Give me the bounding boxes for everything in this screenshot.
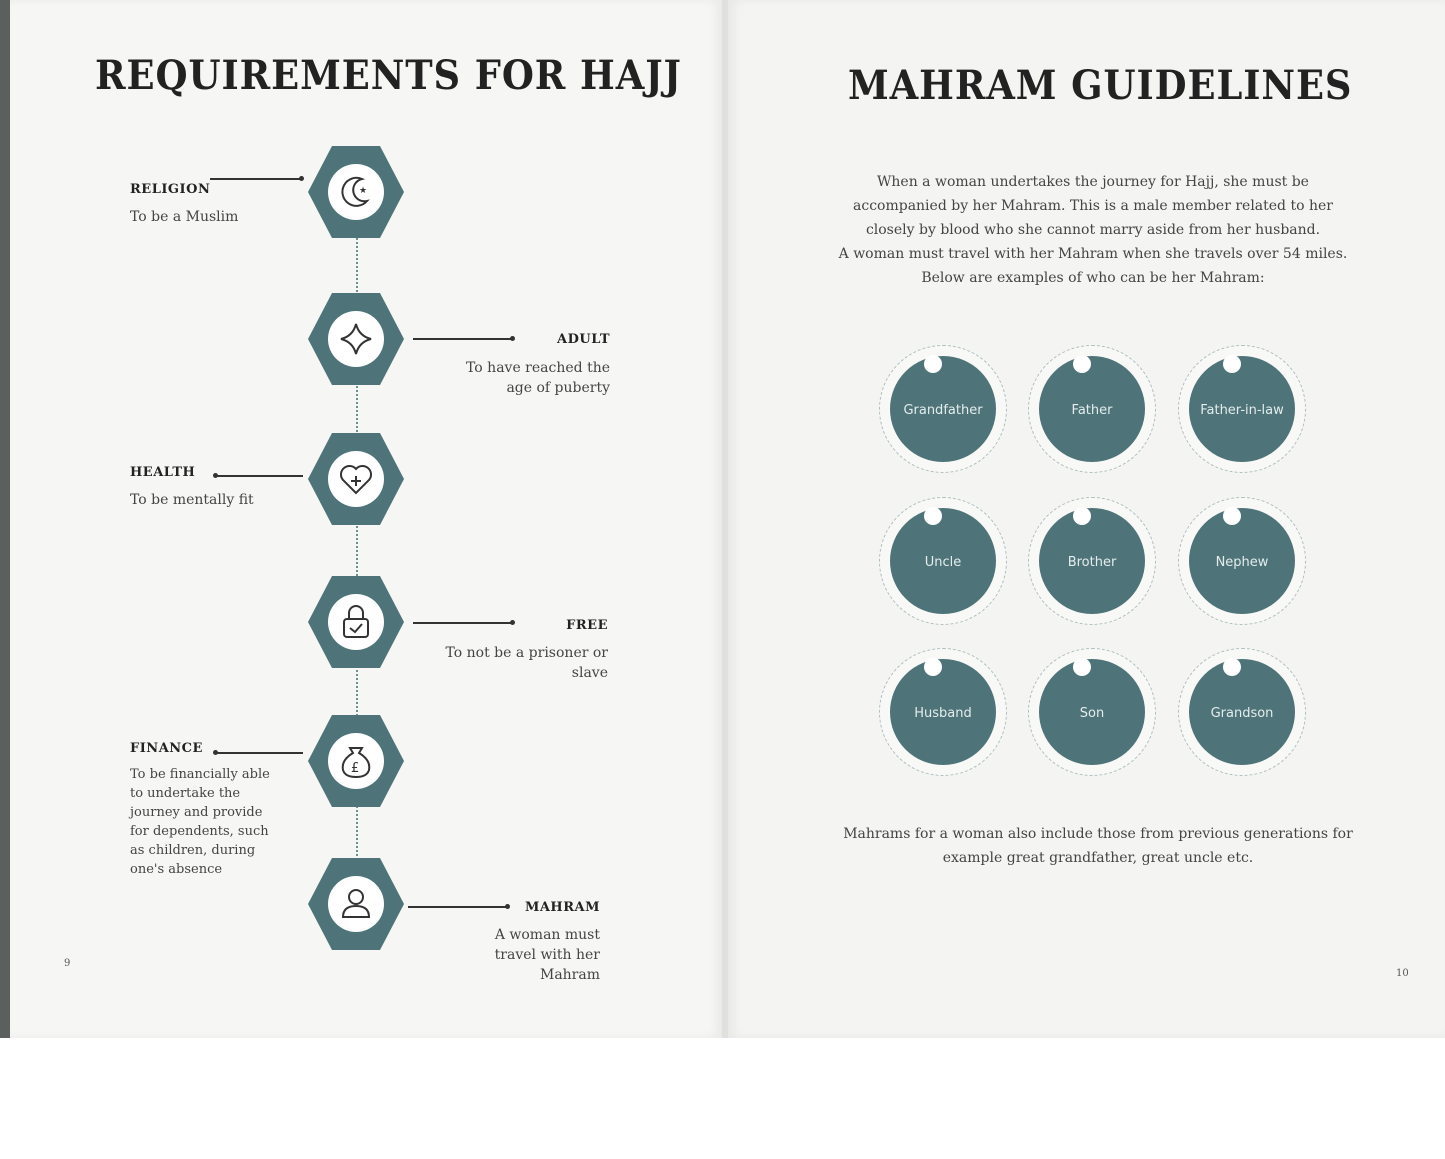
connector-line xyxy=(215,752,303,754)
mahram-tag xyxy=(1028,497,1156,625)
mahram-tag xyxy=(1178,648,1306,776)
book-edge xyxy=(0,0,10,1038)
tag-hole xyxy=(1073,355,1091,373)
tag-hole xyxy=(924,658,942,676)
mahram-label: Brother xyxy=(1067,555,1117,570)
mahram-tag xyxy=(879,648,1007,776)
page-number: 9 xyxy=(64,958,71,969)
svg-text:★: ★ xyxy=(359,186,368,196)
requirement-desc: To be a Muslim xyxy=(130,209,239,225)
tag-hole xyxy=(924,507,942,525)
tag-hole xyxy=(1073,507,1091,525)
footer-line: example great grandfather, great uncle etc. xyxy=(942,850,1254,866)
tag-hole xyxy=(1223,507,1241,525)
requirement-desc: A woman must travel with her Mahram xyxy=(494,927,600,983)
requirement-desc: To not be a prisoner or slave xyxy=(445,645,608,681)
requirement-heading: MAHRAM xyxy=(524,900,600,915)
intro-line: When a woman undertakes the journey for Hajj, she must be xyxy=(877,174,1309,190)
tag-hole xyxy=(924,355,942,373)
padlock-icon xyxy=(307,573,405,671)
mahram-label: Nephew xyxy=(1215,555,1269,570)
connector-line xyxy=(215,475,303,477)
mahram-tag xyxy=(1178,345,1306,473)
mahram-label: Husband xyxy=(914,706,972,721)
svg-text:£: £ xyxy=(351,761,360,776)
mahram-label: Grandfather xyxy=(903,403,983,418)
tag-hole xyxy=(1223,658,1241,676)
heart-plus-icon xyxy=(307,430,405,528)
intro-line: closely by blood who she cannot marry aside from her husband. xyxy=(865,222,1321,238)
mahram-label: Father xyxy=(1071,403,1113,418)
money-bag-icon xyxy=(307,712,405,810)
right-page xyxy=(728,0,1445,1038)
mahram-tag xyxy=(1028,345,1156,473)
moon-star-icon xyxy=(307,143,405,241)
requirement-heading: ADULT xyxy=(557,332,610,347)
page-number: 10 xyxy=(1396,968,1409,979)
mahram-tag xyxy=(1028,648,1156,776)
tag-hole xyxy=(1073,658,1091,676)
mahram-label: Son xyxy=(1079,706,1105,721)
intro-paragraph xyxy=(803,170,1383,290)
requirement-heading: RELIGION xyxy=(130,182,211,197)
connector-line xyxy=(210,178,302,180)
mahram-tag xyxy=(879,345,1007,473)
tag-hole xyxy=(1223,355,1241,373)
requirement-heading: FINANCE xyxy=(130,741,203,756)
footer-note xyxy=(798,822,1398,870)
intro-line: Below are examples of who can be her Mahram: xyxy=(921,270,1265,286)
intro-line: accompanied by her Mahram. This is a male member related to her xyxy=(853,198,1333,214)
footer-line: Mahrams for a woman also include those from previous generations for xyxy=(843,826,1353,842)
page-title: REQUIREMENTS FOR HAJJ xyxy=(95,52,682,99)
requirement-desc: To be financially able to undertake the journey and provide for dependents, such as children, during one's absence xyxy=(130,767,270,877)
mahram-tag xyxy=(1178,497,1306,625)
page-title: MAHRAM GUIDELINES xyxy=(848,62,1353,109)
requirement-desc: To have reached the age of puberty xyxy=(466,360,610,396)
requirement-heading: FREE xyxy=(566,618,608,633)
requirement-heading: HEALTH xyxy=(130,465,196,480)
intro-line: A woman must travel with her Mahram when she travels over 54 miles. xyxy=(838,246,1348,262)
sparkle-icon xyxy=(307,290,405,388)
person-icon xyxy=(307,855,405,953)
left-page xyxy=(10,0,722,1038)
mahram-label: Grandson xyxy=(1210,706,1274,721)
requirement-desc: To be mentally fit xyxy=(130,492,254,508)
mahram-label: Uncle xyxy=(924,555,962,570)
mahram-label: Father-in-law xyxy=(1200,403,1284,418)
mahram-tag xyxy=(879,497,1007,625)
